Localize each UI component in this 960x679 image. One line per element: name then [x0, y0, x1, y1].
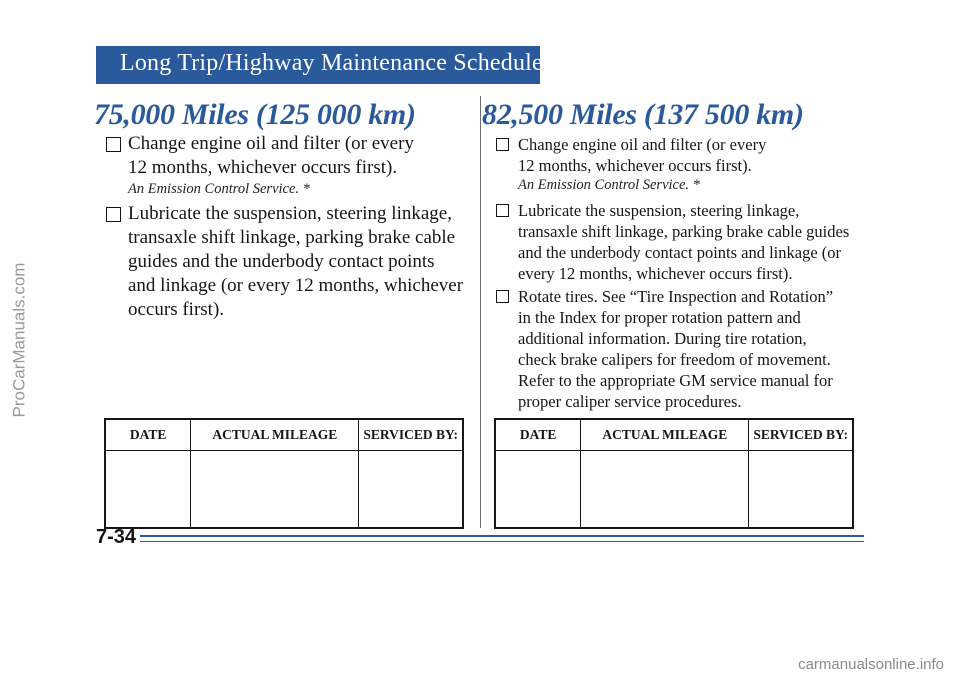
left-item-lubricate	[106, 202, 476, 322]
item-line: Lubricate the suspension, steering linkage,	[518, 201, 800, 220]
item-line: and the underbody contact points and linkage (or	[518, 243, 842, 262]
item-line: transaxle shift linkage, parking brake cable guides	[518, 222, 850, 241]
emission-note: An Emission Control Service. *	[518, 177, 700, 193]
right-heading: 82,500 Miles (137 500 km)	[482, 98, 804, 131]
right-item-rotate-tires	[496, 286, 876, 412]
column-header-mileage: ACTUAL MILEAGE	[191, 419, 359, 451]
item-line: in the Index for proper rotation pattern and	[518, 308, 801, 327]
item-line: and linkage (or every 12 months, whichever	[128, 275, 464, 296]
date-entry-cell[interactable]	[495, 451, 581, 529]
item-line: Change engine oil and filter (or every	[518, 135, 767, 154]
footer-rule	[140, 535, 864, 542]
item-line: 12 months, whichever occurs first).	[128, 157, 398, 178]
checkbox[interactable]	[496, 138, 509, 151]
page-title: Long Trip/Highway Maintenance Schedule	[120, 50, 543, 76]
item-line: check brake calipers for freedom of movement.	[518, 350, 831, 369]
date-entry-cell[interactable]	[105, 451, 191, 529]
item-line: Refer to the appropriate GM service manual for	[518, 371, 833, 390]
item-line: guides and the underbody contact points	[128, 251, 435, 272]
mileage-entry-cell[interactable]	[191, 451, 359, 529]
serviced-by-entry-cell[interactable]	[749, 451, 853, 529]
serviced-by-entry-cell[interactable]	[359, 451, 463, 529]
item-line: additional information. During tire rotation,	[518, 329, 807, 348]
item-line: every 12 months, whichever occurs first).	[518, 264, 793, 283]
emission-note: An Emission Control Service. *	[128, 181, 310, 197]
item-line: Lubricate the suspension, steering linkage,	[128, 203, 452, 224]
checkbox[interactable]	[496, 204, 509, 217]
column-header-date: DATE	[105, 419, 191, 451]
left-heading: 75,000 Miles (125 000 km)	[94, 98, 416, 131]
checkbox[interactable]	[106, 137, 121, 152]
item-line: occurs first).	[128, 299, 225, 320]
checkbox[interactable]	[106, 207, 121, 222]
site-watermark: carmanualsonline.info	[798, 656, 944, 673]
column-header-serviced-by: SERVICED BY:	[749, 419, 853, 451]
right-item-oil-change	[496, 134, 866, 176]
item-line: Rotate tires. See “Tire Inspection and Rotation”	[518, 287, 834, 306]
item-line: Change engine oil and filter (or every	[128, 133, 414, 154]
left-item-oil-change	[106, 132, 466, 180]
page-number: 7-34	[96, 526, 137, 548]
right-item-lubricate	[496, 200, 876, 284]
watermark-text: ProCarManuals.com	[9, 262, 29, 418]
item-line: proper caliper service procedures.	[518, 392, 742, 411]
column-divider	[480, 96, 481, 528]
mileage-entry-cell[interactable]	[581, 451, 749, 529]
right-service-log-table	[494, 418, 854, 529]
column-header-serviced-by: SERVICED BY:	[359, 419, 463, 451]
watermark	[4, 150, 34, 530]
column-header-mileage: ACTUAL MILEAGE	[581, 419, 749, 451]
column-header-date: DATE	[495, 419, 581, 451]
left-service-log-table	[104, 418, 464, 529]
item-line: 12 months, whichever occurs first).	[518, 156, 752, 175]
checkbox[interactable]	[496, 290, 509, 303]
item-line: transaxle shift linkage, parking brake cable	[128, 227, 456, 248]
